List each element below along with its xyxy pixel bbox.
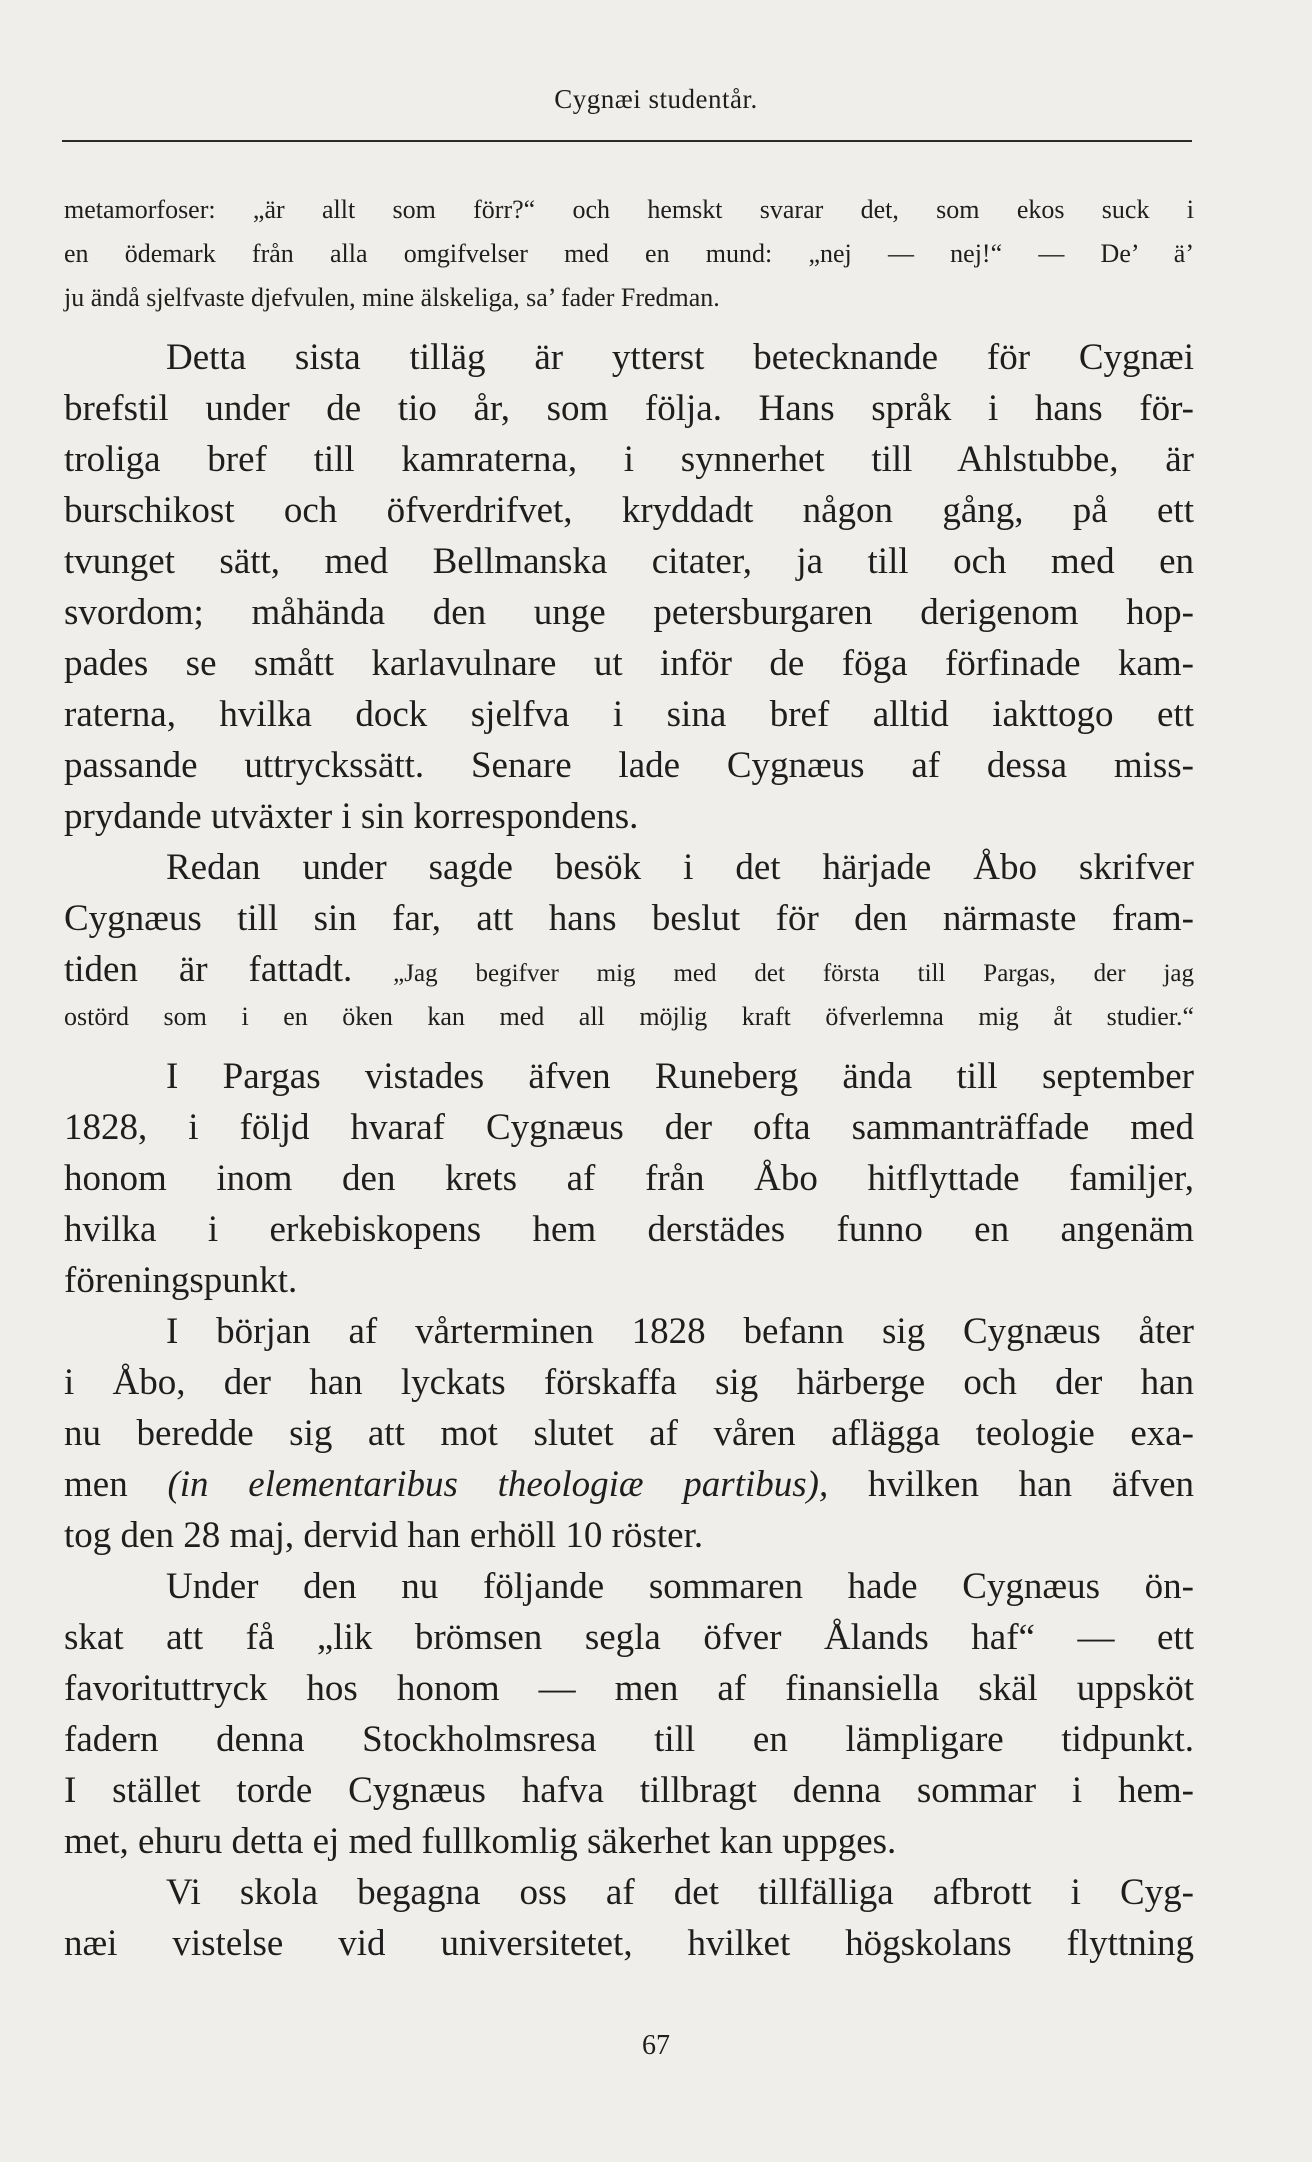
text-line: næi vistelse vid universitetet, hvilket högskolans flyttning — [64, 1923, 1194, 1964]
text-line: prydande utväxter i sin korrespondens. — [64, 796, 639, 837]
paragraph-gap — [64, 320, 1194, 332]
text-line: metamorfoser: „är allt som förr?“ och hemskt svarar det, som ekos suck i — [64, 195, 1194, 224]
text-line: Redan under sagde besök i det härjade Åbo skrifver — [166, 847, 1194, 888]
text-line: Under den nu följande sommaren hade Cygnæus ön- — [166, 1566, 1194, 1607]
text-line: tvunget sätt, med Bellmanska citater, ja till och med en — [64, 541, 1194, 582]
text-line-mixed — [64, 1459, 1194, 1510]
text-line: raterna, hvilka dock sjelfva i sina bref alltid iakttogo ett — [64, 694, 1194, 735]
text-line: I Pargas vistades äfven Runeberg ända till september — [166, 1056, 1194, 1097]
text-line: burschikost och öfverdrifvet, kryddadt någon gång, på ett — [64, 490, 1194, 531]
italic-latin-phrase: (in elementaribus theologiæ partibus), — [167, 1464, 829, 1505]
text-fragment: men — [64, 1464, 128, 1505]
header-rule — [62, 140, 1192, 142]
text-line: troliga bref till kamraterna, i synnerhet till Ahlstubbe, är — [64, 439, 1194, 480]
text-line: skat att få „lik brömsen segla öfver Ålands haf“ — ett — [64, 1617, 1194, 1658]
text-line: brefstil under de tio år, som följa. Hans språk i hans för- — [64, 388, 1194, 429]
text-line: favorituttryck hos honom — men af finansiella skäl uppsköt — [64, 1668, 1194, 1709]
page-number: 67 — [642, 2030, 670, 2061]
text-line-mixed — [64, 944, 1194, 995]
text-line: ju ändå sjelfvaste djefvulen, mine älskeliga, sa’ fader Fredman. — [64, 283, 720, 312]
text-line: Detta sista tilläg är ytterst betecknande för Cygnæi — [166, 337, 1194, 378]
text-line: Cygnæus till sin far, att hans beslut för den närmaste fram- — [64, 898, 1194, 939]
text-line: fadern denna Stockholmsresa till en lämpligare tidpunkt. — [64, 1719, 1194, 1760]
text-line: en ödemark från alla omgifvelser med en mund: „nej — nej!“ — De’ ä’ — [64, 239, 1194, 268]
text-line: honom inom den krets af från Åbo hitflyttade familjer, — [64, 1158, 1194, 1199]
text-line: hvilka i erkebiskopens hem derstädes funno en angenäm — [64, 1209, 1194, 1250]
text-line: i Åbo, der han lyckats förskaffa sig härberge och der han — [64, 1362, 1194, 1403]
running-head: Cygnæi studentår. — [554, 84, 758, 114]
text-line: passande uttryckssätt. Senare lade Cygnæus af dessa miss- — [64, 745, 1194, 786]
text-line: nu beredde sig att mot slutet af våren aflägga teologie exa- — [64, 1413, 1194, 1454]
text-line: ostörd som i en öken kan med all möjlig kraft öfverlemna mig åt studier.“ — [64, 1002, 1194, 1031]
text-line: I början af vårterminen 1828 befann sig Cygnæus åter — [166, 1311, 1194, 1352]
text-line: 1828, i följd hvaraf Cygnæus der ofta sammanträffade med — [64, 1107, 1194, 1148]
text-line: I stället torde Cygnæus hafva tillbragt denna sommar i hem- — [64, 1770, 1194, 1811]
text-line: föreningspunkt. — [64, 1260, 298, 1301]
body-text — [64, 188, 1194, 1969]
text-fragment: hvilken han äfven — [867, 1464, 1194, 1505]
text-line: tog den 28 maj, dervid han erhöll 10 röster. — [64, 1515, 704, 1556]
text-line: svordom; måhända den unge petersburgaren derigenom hop- — [64, 592, 1194, 633]
text-line: pades se smått karlavulnare ut inför de föga förfinade kam- — [64, 643, 1194, 684]
text-line: Vi skola begagna oss af det tillfälliga afbrott i Cyg- — [166, 1872, 1194, 1913]
text-line: met, ehuru detta ej med fullkomlig säkerhet kan uppges. — [64, 1821, 897, 1862]
text-fragment: tiden är fattadt. — [64, 949, 353, 990]
paragraph-gap — [64, 1039, 1194, 1051]
quote-fragment: „Jag begifver mig med det första till Pargas, der jag — [393, 960, 1195, 987]
